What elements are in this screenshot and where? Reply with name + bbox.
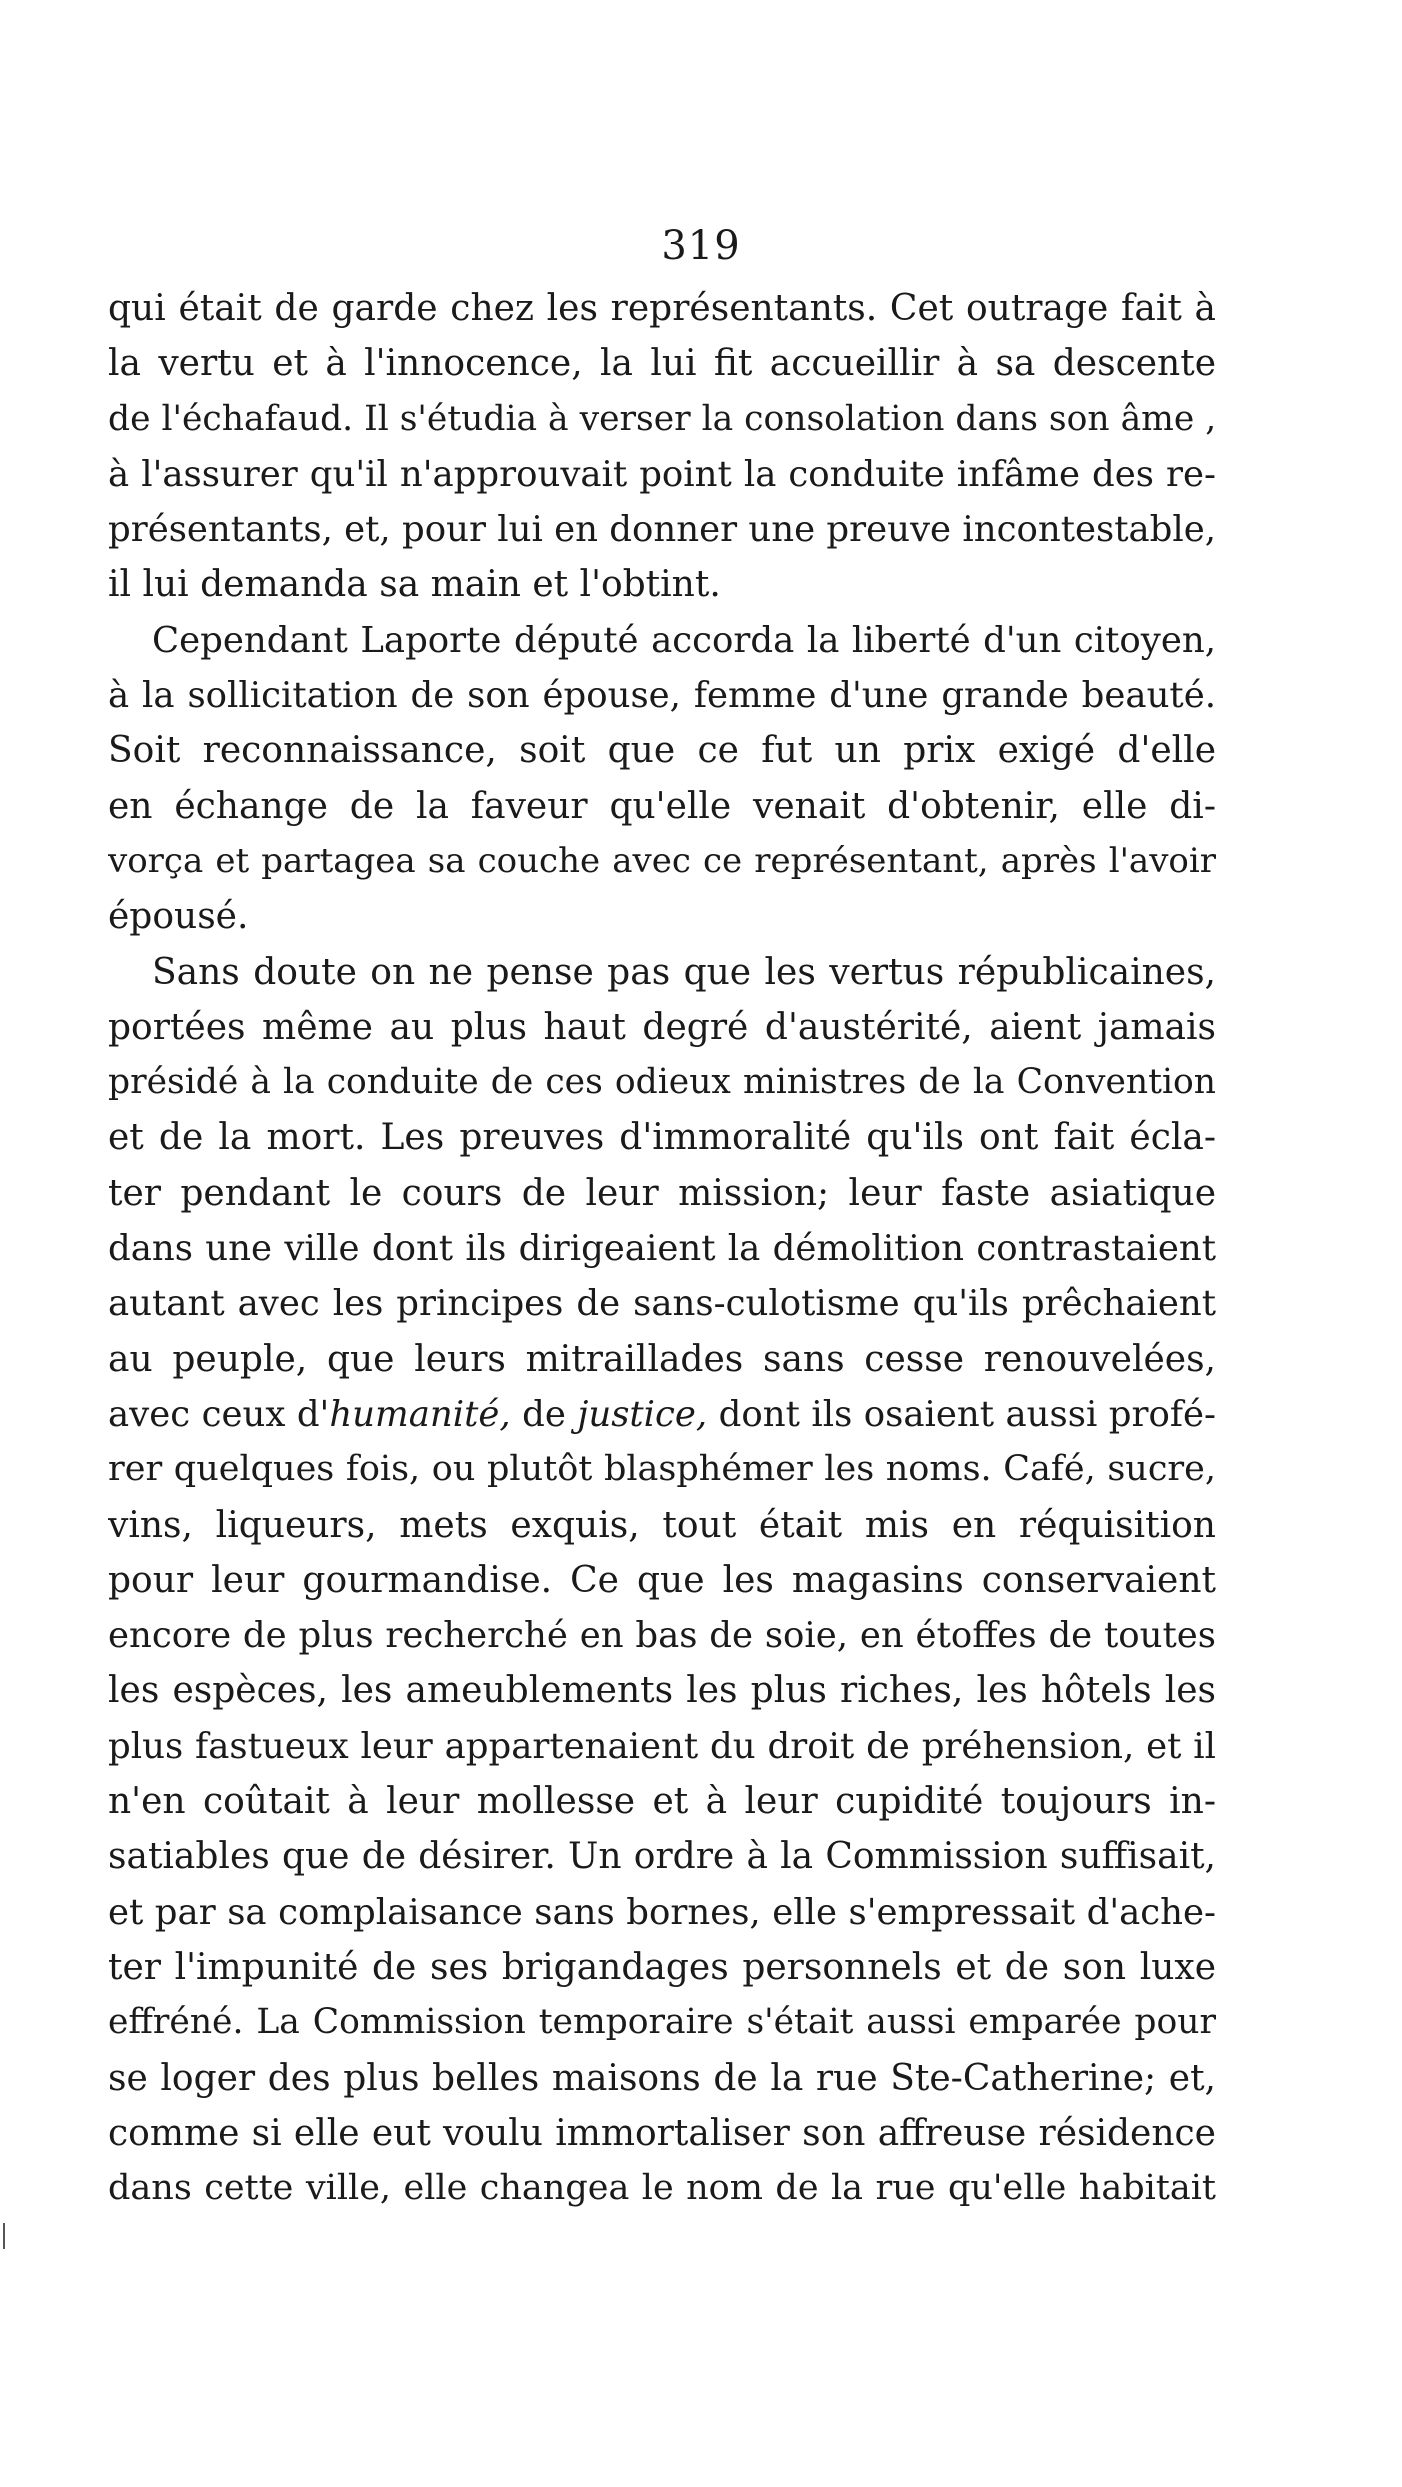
text-line: portées même au plus haut degré d'austérité, aient jamais — [108, 1006, 1216, 1048]
text-line: de l'échafaud. Il s'étudia à verser la consolation dans son âme , — [108, 398, 1216, 439]
emphasis-justice: justice, — [577, 1393, 708, 1435]
text-line: satiables que de désirer. Un ordre à la Commission suffisait, — [108, 1836, 1216, 1878]
text-line: rer quelques fois, ou plutôt blasphémer les noms. Café, sucre, — [108, 1449, 1216, 1490]
text-line-with-emphasis — [108, 1387, 1216, 1442]
page-number: 319 — [661, 223, 741, 269]
text-line: comme si elle eut voulu immortaliser son affreuse résidence — [108, 2112, 1216, 2154]
text-line: à la sollicitation de son épouse, femme d'une grande beauté. — [108, 675, 1216, 717]
text-line: ter l'impunité de ses brigandages personnels et de son luxe — [108, 1946, 1216, 1988]
text-line: présidé à la conduite de ces odieux ministres de la Convention — [108, 1062, 1216, 1103]
text-line: autant avec les principes de sans-culotisme qu'ils prêchaient — [108, 1283, 1216, 1325]
text-line: Soit reconnaissance, soit que ce fut un prix exigé d'elle — [108, 730, 1216, 772]
text-line: au peuple, que leurs mitraillades sans cesse renouvelées, — [108, 1338, 1216, 1380]
emphasis-humanite: humanité, — [329, 1393, 511, 1435]
text-line: pour leur gourmandise. Ce que les magasins conservaient — [108, 1559, 1216, 1601]
body-text — [108, 281, 1216, 2216]
text-segment: de — [510, 1393, 578, 1435]
text-line: les espèces, les ameublements les plus riches, les hôtels les — [108, 1670, 1216, 1712]
text-line: se loger des plus belles maisons de la rue Ste-Catherine; et, — [108, 2057, 1216, 2099]
text-line: et de la mort. Les preuves d'immoralité qu'ils ont fait écla- — [108, 1117, 1216, 1159]
text-line: qui était de garde chez les représentants. Cet outrage fait à — [108, 288, 1216, 329]
text-segment: dont ils osaient aussi profé- — [707, 1393, 1216, 1435]
text-line: effréné. La Commission temporaire s'était aussi emparée pour — [108, 2002, 1216, 2043]
text-line: ter pendant le cours de leur mission; leur faste asiatique — [108, 1172, 1216, 1214]
text-line: la vertu et à l'innocence, la lui fit accueillir à sa descente — [108, 343, 1216, 385]
text-line: dans cette ville, elle changea le nom de la rue qu'elle habitait — [108, 2168, 1216, 2209]
text-line: n'en coûtait à leur mollesse et à leur cupidité toujours in- — [108, 1781, 1216, 1823]
text-line: Cependant Laporte député accorda la liberté d'un citoyen, — [152, 619, 1216, 661]
text-line: plus fastueux leur appartenaient du droit de préhension, et il — [108, 1725, 1216, 1767]
text-line: en échange de la faveur qu'elle venait d'obtenir, elle di- — [108, 785, 1216, 827]
text-line: encore de plus recherché en bas de soie, en étoffes de toutes — [108, 1615, 1216, 1657]
text-line: épousé. — [108, 896, 249, 938]
text-line: vins, liqueurs, mets exquis, tout était mis en réquisition — [108, 1504, 1216, 1546]
text-segment: avec ceux d' — [108, 1393, 330, 1435]
text-line: dans une ville dont ils dirigeaient la démolition contrastaient — [108, 1228, 1216, 1270]
text-line: et par sa complaisance sans bornes, elle s'empressait d'ache- — [108, 1891, 1216, 1933]
scan-margin-mark — [3, 2223, 5, 2249]
text-line: présentants, et, pour lui en donner une preuve incontestable, — [108, 509, 1216, 551]
text-line: il lui demanda sa main et l'obtint. — [108, 564, 721, 606]
text-line: Sans doute on ne pense pas que les vertus républicaines, — [152, 951, 1216, 993]
text-line: à l'assurer qu'il n'approuvait point la conduite infâme des re- — [108, 453, 1216, 495]
text-line: vorça et partagea sa couche avec ce représentant, après l'avoir — [108, 840, 1216, 881]
